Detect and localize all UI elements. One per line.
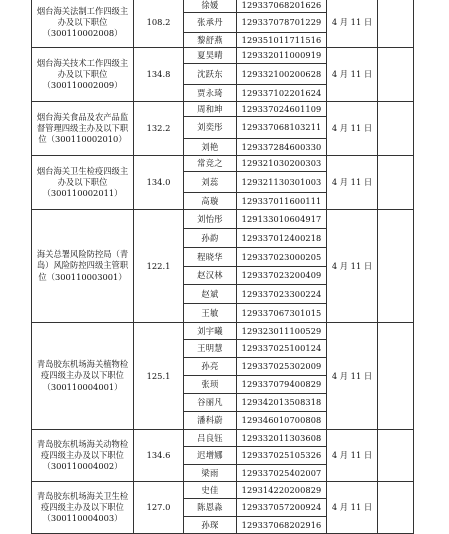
interview-date-cell: 4 月 11 日 bbox=[327, 323, 378, 430]
exam-number-cell: 129337012400218 bbox=[237, 229, 327, 248]
candidate-name-cell: 孙韵 bbox=[184, 229, 237, 248]
candidate-name-cell: 刘怡彤 bbox=[184, 210, 237, 229]
candidate-name-cell: 徐媛 bbox=[184, 0, 237, 13]
min-score-cell: 127.0 bbox=[134, 482, 184, 534]
interview-date-cell: 4 月 11 日 bbox=[327, 0, 378, 48]
exam-number-cell: 129337068103211 bbox=[237, 117, 327, 139]
exam-number-cell: 129337284600330 bbox=[237, 139, 327, 156]
min-score-cell: 132.2 bbox=[134, 102, 184, 156]
remarks-cell bbox=[378, 323, 414, 430]
candidate-name-cell: 孙亮 bbox=[184, 358, 237, 376]
position-cell: 烟台海关技术工作四级主办及以下职位（300110002009） bbox=[32, 48, 134, 102]
position-cell: 烟台海关法制工作四级主办及以下职位（300110002008） bbox=[32, 0, 134, 48]
candidate-name-cell: 周和坤 bbox=[184, 102, 237, 117]
position-cell: 烟台海关食品及农产品监督管理四级主办及以下职位（300110002010） bbox=[32, 102, 134, 156]
exam-number-cell: 129337023300224 bbox=[237, 285, 327, 304]
exam-number-cell: 129337025402007 bbox=[237, 465, 327, 482]
remarks-cell bbox=[378, 430, 414, 482]
table-row bbox=[32, 323, 414, 340]
exam-number-cell: 129337078701229 bbox=[237, 13, 327, 33]
candidate-name-cell: 常竞之 bbox=[184, 156, 237, 172]
candidate-name-cell: 夏昊晴 bbox=[184, 48, 237, 64]
interview-date-cell: 4 月 11 日 bbox=[327, 102, 378, 156]
exam-number-cell: 129321130301003 bbox=[237, 172, 327, 193]
exam-number-cell: 129321030200303 bbox=[237, 156, 327, 172]
candidate-name-cell: 程晓华 bbox=[184, 248, 237, 267]
position-cell: 青岛胶东机场海关卫生检疫四级主办及以下职位（300110004003） bbox=[32, 482, 134, 534]
interview-date-cell: 4 月 11 日 bbox=[327, 48, 378, 102]
exam-number-cell: 129332100200628 bbox=[237, 64, 327, 85]
candidate-name-cell: 刘艳 bbox=[184, 139, 237, 156]
candidate-name-cell: 孙琛 bbox=[184, 517, 237, 534]
exam-number-cell: 129337023000205 bbox=[237, 248, 327, 267]
exam-number-cell: 129323011100529 bbox=[237, 323, 327, 340]
exam-number-cell: 129337102201624 bbox=[237, 85, 327, 102]
interview-date-cell: 4 月 11 日 bbox=[327, 156, 378, 210]
exam-number-cell: 129342013508318 bbox=[237, 394, 327, 412]
remarks-cell bbox=[378, 102, 414, 156]
position-cell: 烟台海关卫生检疫四级主办及以下职位（300110002011） bbox=[32, 156, 134, 210]
position-cell: 海关总署风险防控局（青岛）风险防控四级主管职位（300110003001） bbox=[32, 210, 134, 323]
candidate-name-cell: 赵汉林 bbox=[184, 267, 237, 285]
exam-number-cell: 129332011303608 bbox=[237, 430, 327, 447]
score-table bbox=[31, 0, 414, 534]
table-row bbox=[32, 156, 414, 172]
exam-number-cell: 129337011600111 bbox=[237, 193, 327, 210]
min-score-cell: 134.8 bbox=[134, 48, 184, 102]
exam-number-cell: 129351011711516 bbox=[237, 33, 327, 48]
exam-number-cell: 129337067301015 bbox=[237, 304, 327, 323]
min-score-cell: 122.1 bbox=[134, 210, 184, 323]
interview-date-cell: 4 月 11 日 bbox=[327, 430, 378, 482]
exam-number-cell: 129337025105326 bbox=[237, 447, 327, 465]
table-body bbox=[32, 0, 414, 534]
candidate-name-cell: 刘蕊 bbox=[184, 172, 237, 193]
min-score-cell: 134.6 bbox=[134, 430, 184, 482]
table-row bbox=[32, 0, 414, 13]
remarks-cell bbox=[378, 48, 414, 102]
interview-date-cell: 4 月 11 日 bbox=[327, 210, 378, 323]
table-row bbox=[32, 210, 414, 229]
remarks-cell bbox=[378, 210, 414, 323]
candidate-name-cell: 潘科蔚 bbox=[184, 412, 237, 430]
candidate-name-cell: 张承丹 bbox=[184, 13, 237, 33]
exam-number-cell: 129337025100124 bbox=[237, 340, 327, 358]
position-cell: 青岛胶东机场海关动物检疫四级主办及以下职位（300110004002） bbox=[32, 430, 134, 482]
candidate-name-cell: 陈恩淼 bbox=[184, 499, 237, 517]
interview-date-cell: 4 月 11 日 bbox=[327, 482, 378, 534]
exam-number-cell: 129133010604917 bbox=[237, 210, 327, 229]
candidate-name-cell: 王明慧 bbox=[184, 340, 237, 358]
candidate-name-cell: 赵斌 bbox=[184, 285, 237, 304]
exam-number-cell: 129346010700808 bbox=[237, 412, 327, 430]
candidate-name-cell: 吕良钰 bbox=[184, 430, 237, 447]
candidate-name-cell: 史佳 bbox=[184, 482, 237, 499]
candidate-name-cell: 高璇 bbox=[184, 193, 237, 210]
remarks-cell bbox=[378, 156, 414, 210]
exam-number-cell: 129337079400829 bbox=[237, 376, 327, 394]
candidate-name-cell: 黎舒燕 bbox=[184, 33, 237, 48]
table-row bbox=[32, 430, 414, 447]
remarks-cell bbox=[378, 0, 414, 48]
position-cell: 青岛胶东机场海关植物检疫四级主办及以下职位（300110004001） bbox=[32, 323, 134, 430]
exam-number-cell: 129337024601109 bbox=[237, 102, 327, 117]
min-score-cell: 108.2 bbox=[134, 0, 184, 48]
exam-number-cell: 129337068202916 bbox=[237, 517, 327, 534]
candidate-name-cell: 谷丽凡 bbox=[184, 394, 237, 412]
min-score-cell: 125.1 bbox=[134, 323, 184, 430]
candidate-name-cell: 刘奕彤 bbox=[184, 117, 237, 139]
candidate-name-cell: 沈跃东 bbox=[184, 64, 237, 85]
exam-number-cell: 129337025302009 bbox=[237, 358, 327, 376]
candidate-name-cell: 迟增娜 bbox=[184, 447, 237, 465]
exam-number-cell: 129337023200409 bbox=[237, 267, 327, 285]
table-row bbox=[32, 482, 414, 499]
candidate-name-cell: 刘宇曦 bbox=[184, 323, 237, 340]
exam-number-cell: 129332011000919 bbox=[237, 48, 327, 64]
exam-number-cell: 129314220200829 bbox=[237, 482, 327, 499]
min-score-cell: 134.0 bbox=[134, 156, 184, 210]
candidate-name-cell: 张顼 bbox=[184, 376, 237, 394]
remarks-cell bbox=[378, 482, 414, 534]
exam-number-cell: 129337057200924 bbox=[237, 499, 327, 517]
candidate-name-cell: 梁雨 bbox=[184, 465, 237, 482]
candidate-name-cell: 贾永琦 bbox=[184, 85, 237, 102]
table-row bbox=[32, 48, 414, 64]
exam-number-cell: 129337068201626 bbox=[237, 0, 327, 13]
candidate-name-cell: 王敏 bbox=[184, 304, 237, 323]
table-row bbox=[32, 102, 414, 117]
